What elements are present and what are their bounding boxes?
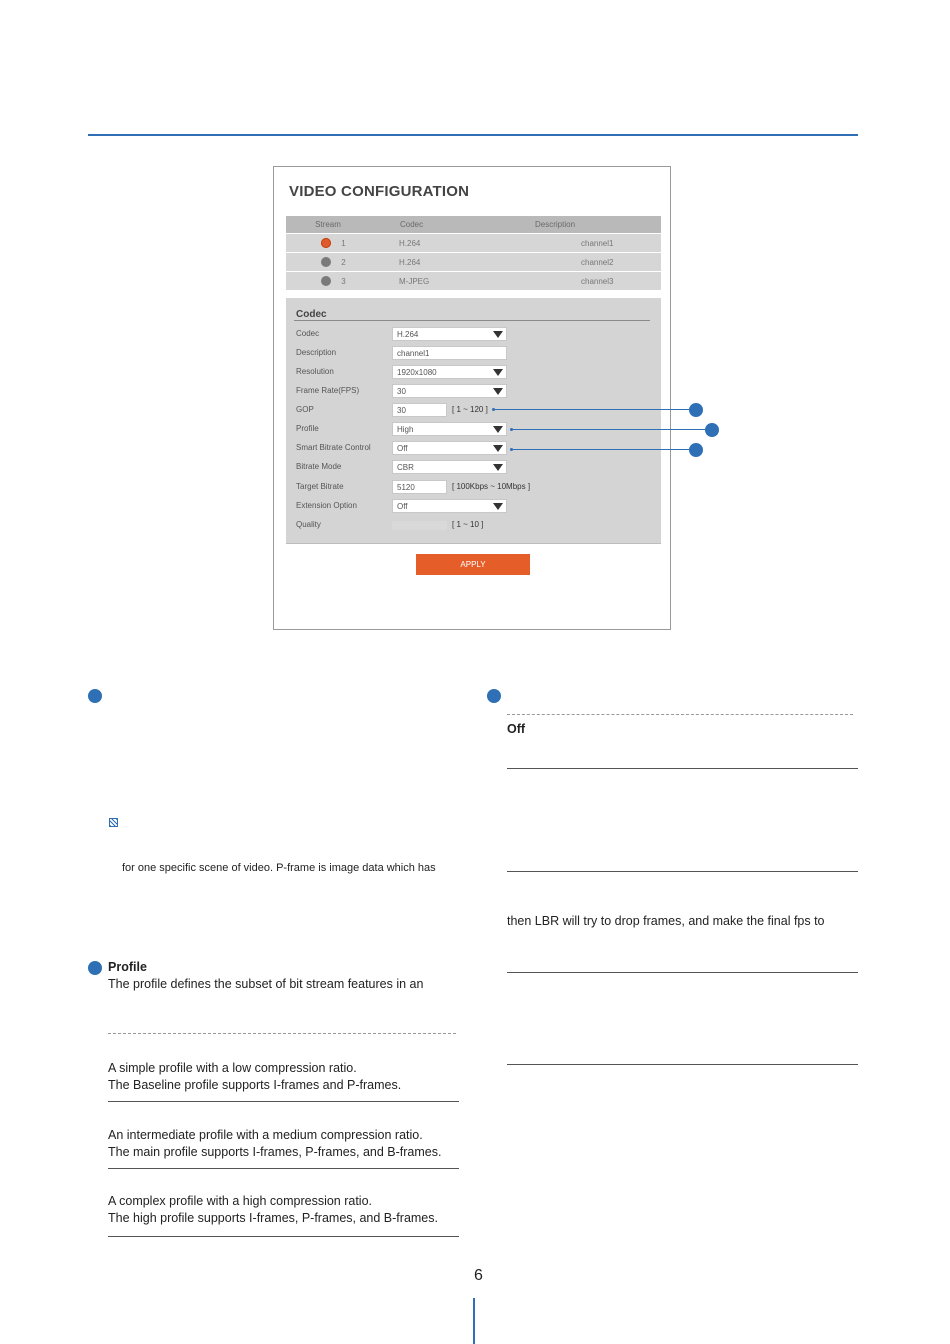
main-text-1: An intermediate profile with a medium compression ratio. xyxy=(108,1128,423,1142)
target-bitrate-input[interactable]: 5120 xyxy=(392,480,447,494)
quality-row xyxy=(296,518,656,533)
off-label: Off xyxy=(507,722,526,736)
stream-number: 1 xyxy=(341,238,346,248)
callout-marker xyxy=(689,403,703,417)
frame-rate-select[interactable]: 30 xyxy=(392,384,507,398)
gop-label: GOP xyxy=(296,405,314,414)
stream-codec: H.264 xyxy=(399,238,421,248)
baseline-text-1: A simple profile with a low compression ratio. xyxy=(108,1061,357,1075)
profile-description: The profile defines the subset of bit stream features in an xyxy=(108,977,424,991)
codec-row xyxy=(296,327,656,342)
quality-label: Quality xyxy=(296,520,321,529)
gop-range: [ 1 ~ 120 ] xyxy=(452,405,488,414)
target-bitrate-row xyxy=(296,480,656,495)
codec-label: Codec xyxy=(296,329,320,338)
table-dashed-rule xyxy=(507,714,853,715)
bitrate-mode-row xyxy=(296,460,656,475)
codec-section-rule xyxy=(294,320,650,321)
callout-line xyxy=(512,449,690,450)
stream-number: 2 xyxy=(341,257,346,267)
description-label: Description xyxy=(296,348,337,357)
stream-codec: H.264 xyxy=(399,257,421,267)
lbr-text: then LBR will try to drop frames, and make the final fps to xyxy=(507,914,825,928)
stream-radio[interactable] xyxy=(321,257,331,267)
table-rule xyxy=(108,1101,459,1102)
bitrate-mode-select[interactable]: CBR xyxy=(392,460,507,474)
frame-rate-label: Frame Rate(FPS) xyxy=(296,386,360,395)
codec-section-title: Codec xyxy=(296,309,327,320)
apply-button[interactable]: APPLY xyxy=(416,554,530,575)
stream-description: channel2 xyxy=(581,257,614,267)
stream-row[interactable] xyxy=(286,272,661,290)
quality-range: [ 1 ~ 10 ] xyxy=(452,520,484,529)
section-bullet xyxy=(88,961,102,975)
page-title: VIDEO CONFIGURATION xyxy=(289,183,470,200)
main-text-2: The main profile supports I-frames, P-frames, and B-frames. xyxy=(108,1145,442,1159)
stream-radio[interactable] xyxy=(321,276,331,286)
note-icon xyxy=(109,818,118,827)
table-rule xyxy=(108,1236,459,1237)
chevron-down-icon xyxy=(493,445,503,452)
profile-heading: Profile xyxy=(108,960,147,974)
chevron-down-icon xyxy=(493,388,503,395)
table-rule xyxy=(507,1064,858,1065)
chevron-down-icon xyxy=(493,503,503,510)
baseline-text-2: The Baseline profile supports I-frames and P-frames. xyxy=(108,1078,402,1092)
stream-description: channel3 xyxy=(581,276,614,286)
callout-marker xyxy=(689,443,703,457)
stream-row[interactable] xyxy=(286,253,661,271)
description-row xyxy=(296,346,656,361)
stream-row[interactable] xyxy=(286,234,661,252)
stream-codec: M-JPEG xyxy=(399,276,430,286)
stream-table xyxy=(286,216,661,290)
resolution-select[interactable]: 1920x1080 xyxy=(392,365,507,379)
profile-label: Profile xyxy=(296,424,319,433)
quality-slider[interactable] xyxy=(392,521,447,530)
chevron-down-icon xyxy=(493,426,503,433)
chevron-down-icon xyxy=(493,331,503,338)
stream-description: channel1 xyxy=(581,238,614,248)
resolution-row xyxy=(296,365,656,380)
resolution-label: Resolution xyxy=(296,367,334,376)
stream-table-header xyxy=(286,216,661,233)
stream-number: 3 xyxy=(341,276,346,286)
extension-option-label: Extension Option xyxy=(296,501,357,510)
high-text-1: A complex profile with a high compression ratio. xyxy=(108,1194,373,1208)
gop-note-text: for one specific scene of video. P-frame is image data which has xyxy=(122,862,436,874)
gop-row xyxy=(296,403,656,418)
extension-option-select[interactable]: Off xyxy=(392,499,507,513)
table-rule xyxy=(507,871,858,872)
header-codec: Codec xyxy=(400,220,424,229)
footer-bar xyxy=(473,1298,475,1344)
stream-radio-selected[interactable] xyxy=(321,238,331,248)
header-description: Description xyxy=(535,220,576,229)
smart-bitrate-select[interactable]: Off xyxy=(392,441,507,455)
table-dashed-rule xyxy=(108,1033,456,1034)
target-bitrate-range: [ 100Kbps ~ 10Mbps ] xyxy=(452,482,531,491)
header-rule xyxy=(88,134,858,136)
frame-rate-row xyxy=(296,384,656,399)
codec-select[interactable]: H.264 xyxy=(392,327,507,341)
chevron-down-icon xyxy=(493,369,503,376)
callout-line xyxy=(512,429,706,430)
header-stream: Stream xyxy=(315,220,341,229)
profile-select[interactable]: High xyxy=(392,422,507,436)
page-number: 6 xyxy=(474,1267,483,1284)
table-rule xyxy=(108,1168,459,1169)
table-rule xyxy=(507,972,858,973)
table-rule xyxy=(507,768,858,769)
target-bitrate-label: Target Bitrate xyxy=(296,482,344,491)
gop-input[interactable]: 30 xyxy=(392,403,447,417)
extension-option-row xyxy=(296,499,656,514)
section-bullet xyxy=(88,689,102,703)
callout-line xyxy=(494,409,690,410)
section-bullet xyxy=(487,689,501,703)
bitrate-mode-label: Bitrate Mode xyxy=(296,462,342,471)
smart-bitrate-label: Smart Bitrate Control xyxy=(296,443,371,452)
chevron-down-icon xyxy=(493,464,503,471)
high-text-2: The high profile supports I-frames, P-frames, and B-frames. xyxy=(108,1211,438,1225)
callout-marker xyxy=(705,423,719,437)
description-input[interactable]: channel1 xyxy=(392,346,507,360)
